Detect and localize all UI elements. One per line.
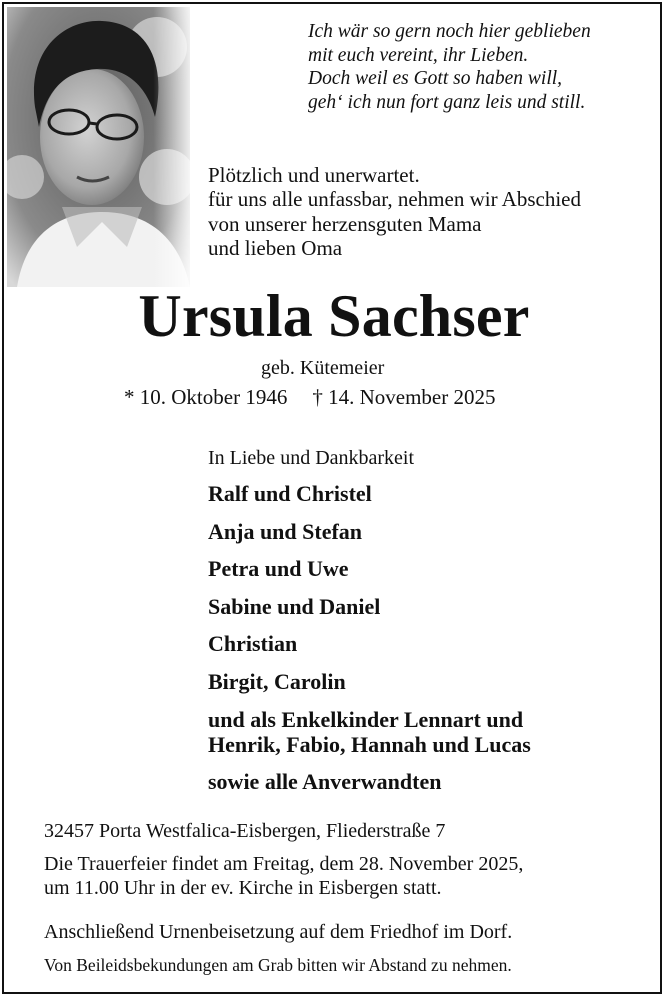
poem <box>308 20 648 114</box>
mourner-name: sowie alle Anverwandten <box>208 769 442 795</box>
burial-info: Anschließend Urnenbeisetzung auf dem Friedhof im Dorf. <box>44 921 513 943</box>
intro-line: von unserer herzensguten Mama <box>208 211 482 236</box>
ceremony-line: um 11.00 Uhr in der ev. Kirche in Eisbergen statt. <box>44 877 442 899</box>
portrait-photo <box>7 7 190 287</box>
mourner-name: Henrik, Fabio, Hannah und Lucas <box>208 731 531 757</box>
list-item <box>208 769 531 794</box>
life-dates <box>124 385 495 410</box>
mourner-name: Birgit, Carolin <box>208 668 346 694</box>
mourners-list <box>208 481 531 807</box>
family-address: 32457 Porta Westfalica-Eisbergen, Fliederstraße 7 <box>44 820 446 842</box>
mourner-name: Ralf und Christel <box>208 481 372 506</box>
condolence-note: Von Beileidsbekundungen am Grab bitten wir Abstand zu nehmen. <box>44 955 512 975</box>
intro-text <box>208 163 581 260</box>
poem-line: geh‘ ich nun fort ganz leis und still. <box>308 91 586 113</box>
list-item <box>208 519 531 544</box>
intro-line: und lieben Oma <box>208 235 343 260</box>
list-item <box>208 631 531 656</box>
deceased-name: Ursula Sachser <box>138 283 530 349</box>
poem-line: Doch weil es Gott so haben will, <box>308 68 563 89</box>
list-item <box>208 669 531 694</box>
ceremony-info <box>44 852 523 900</box>
birth-date: * 10. Oktober 1946 <box>124 385 288 409</box>
mourner-name: Sabine und Daniel <box>208 593 381 619</box>
intro-line: Plötzlich und unerwartet. <box>208 163 420 187</box>
poem-line: mit euch vereint, ihr Lieben. <box>308 44 529 66</box>
list-item <box>208 481 531 506</box>
ceremony-line: Die Trauerfeier findet am Freitag, dem 28. November 2025, <box>44 853 524 875</box>
poem-line: Ich wär so gern noch hier geblieben <box>308 21 591 42</box>
list-item <box>208 556 531 581</box>
birth-name: geb. Kütemeier <box>261 357 385 379</box>
mourner-name: Christian <box>208 631 298 657</box>
list-item <box>208 707 531 757</box>
list-item <box>208 594 531 619</box>
mourner-name: Anja und Stefan <box>208 518 363 544</box>
death-date: † 14. November 2025 <box>312 385 496 409</box>
intro-line: für uns alle unfassbar, nehmen wir Abschied <box>208 187 581 212</box>
mourner-name: Petra und Uwe <box>208 556 349 582</box>
mourner-name: und als Enkelkinder Lennart und <box>208 706 524 732</box>
mourners-heading: In Liebe und Dankbarkeit <box>208 447 415 469</box>
